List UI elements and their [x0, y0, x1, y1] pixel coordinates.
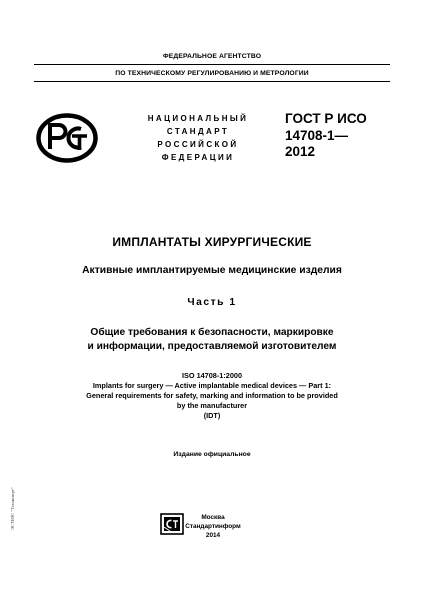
iso-title-line-1: Implants for surgery — Active implantable medical devices — Part 1:: [92, 381, 332, 390]
publisher-block: [183, 513, 243, 541]
publisher-name: Стандартинформ: [185, 523, 241, 531]
general-title-line-1: Общие требования к безопасности, маркировке: [90, 327, 334, 338]
header-rule-top: [34, 64, 390, 65]
designation-line: 14708-1—: [285, 127, 349, 143]
iso-title-line-2: General requirements for safety, marking and information to be provided: [86, 391, 338, 400]
national-standard-line: РОССИЙСКОЙ: [157, 140, 239, 149]
standartinform-logo-icon: [160, 513, 184, 535]
publisher-city: Москва: [201, 514, 225, 521]
iso-identity: (IDT): [203, 411, 221, 420]
national-standard-label: [140, 112, 256, 164]
publisher-year: 2014: [205, 532, 221, 540]
agency-line-1: ФЕДЕРАЛЬНОЕ АГЕНТСТВО: [162, 53, 262, 60]
document-part: Часть 1: [187, 297, 237, 308]
document-subtitle: Активные имплантируемые медицинские изделия: [82, 265, 342, 276]
side-watermark: ЭСТЕНС "Техэксперт": [10, 487, 15, 530]
edition-label: Издание официальное: [173, 451, 251, 458]
national-standard-line: ФЕДЕРАЦИИ: [161, 153, 235, 162]
gost-rst-emblem-icon: [36, 113, 98, 163]
designation-line: ГОСТ Р ИСО: [285, 111, 367, 126]
national-standard-line: НАЦИОНАЛЬНЫЙ: [147, 114, 249, 123]
standard-designation: [285, 111, 367, 161]
document-title: ИМПЛАНТАТЫ ХИРУРГИЧЕСКИЕ: [112, 235, 312, 249]
general-title-line-2: и информации, предоставляемой изготовителем: [87, 341, 337, 352]
national-standard-line: СТАНДАРТ: [166, 127, 230, 136]
header-rule-bottom: [34, 81, 390, 82]
designation-line: 2012: [285, 144, 316, 159]
agency-line-2: ПО ТЕХНИЧЕСКОМУ РЕГУЛИРОВАНИЮ И МЕТРОЛОГИИ: [115, 70, 309, 77]
iso-title-line-3: by the manufacturer: [176, 401, 248, 410]
iso-code: ISO 14708-1:2000: [181, 371, 243, 380]
